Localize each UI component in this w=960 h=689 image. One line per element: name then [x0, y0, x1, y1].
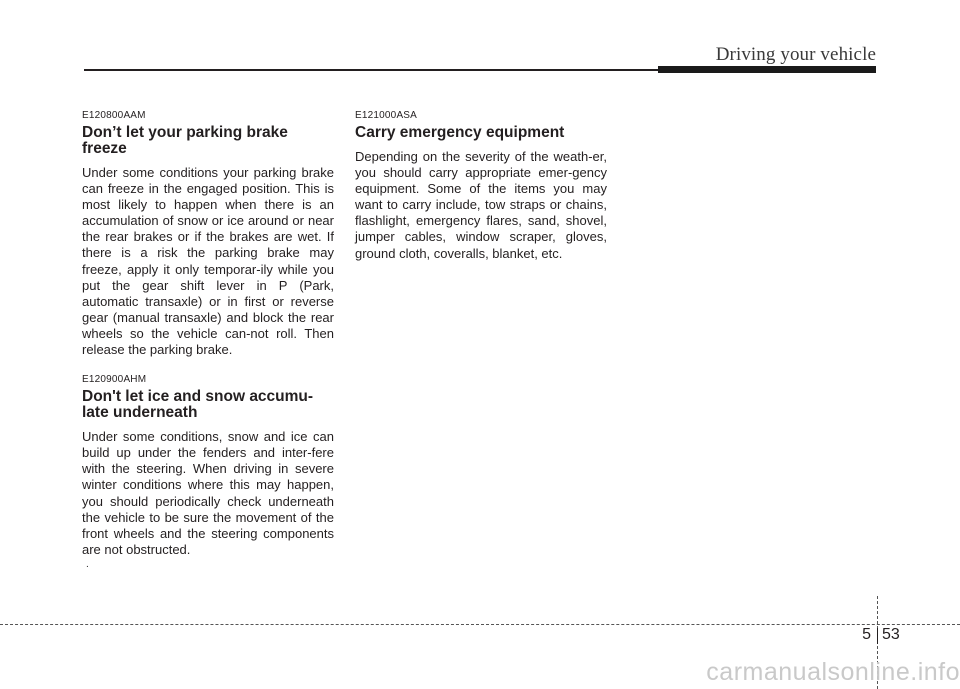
section-body: Depending on the severity of the weath-er, you should carry appropriate emer-gency equipment. Some of the items you may want to carry include, tow straps or chains, flashlight, emergency flares, sand, shovel, jumper cables, window scraper, gloves, ground cloth, coveralls, blanket, etc.	[355, 149, 607, 261]
chapter-title: Driving your vehicle	[715, 44, 876, 65]
watermark: carmanualsonline.info	[706, 658, 960, 686]
header-rule	[84, 69, 658, 71]
section-code: E120900AHM	[82, 374, 147, 386]
section-heading: Don't let ice and snow accumu-late underneath	[82, 388, 314, 422]
section-ice-snow	[82, 374, 334, 558]
right-column	[355, 110, 607, 278]
page-number: 53	[882, 626, 900, 643]
header-bar	[658, 66, 876, 73]
section-parking-brake	[82, 110, 334, 358]
page-number-divider	[877, 628, 878, 644]
section-emergency-equipment	[355, 110, 607, 262]
stray-mark: .	[86, 559, 89, 570]
section-heading: Carry emergency equipment	[355, 124, 565, 141]
section-heading: Don’t let your parking brake freeze	[82, 124, 288, 157]
footer-crop-line	[0, 624, 960, 625]
chapter-number: 5	[862, 626, 871, 643]
left-column	[82, 110, 334, 574]
section-body: Under some conditions, snow and ice can build up under the fenders and inter-fere with the steering. When driving in severe winter conditions where this may happen, you should periodically check underneath the vehicle to be sure the movement of the front wheels and the steering components are not obstructed.	[82, 429, 334, 557]
section-body: Under some conditions your parking brake can freeze in the engaged position. This is most likely to happen when there is an accumulation of snow or ice around or near the rear brakes or if the brakes are wet. If there is a risk the parking brake may freeze, apply it only temporar-ily while you put the gear shift lever in P (Park, automatic transaxle) or in first or reverse gear (manual transaxle) and block the rear wheels so the vehicle can-not roll. Then release the parking brake.	[82, 165, 334, 358]
section-code: E120800AAM	[82, 110, 146, 121]
section-code: E121000ASA	[355, 110, 418, 121]
